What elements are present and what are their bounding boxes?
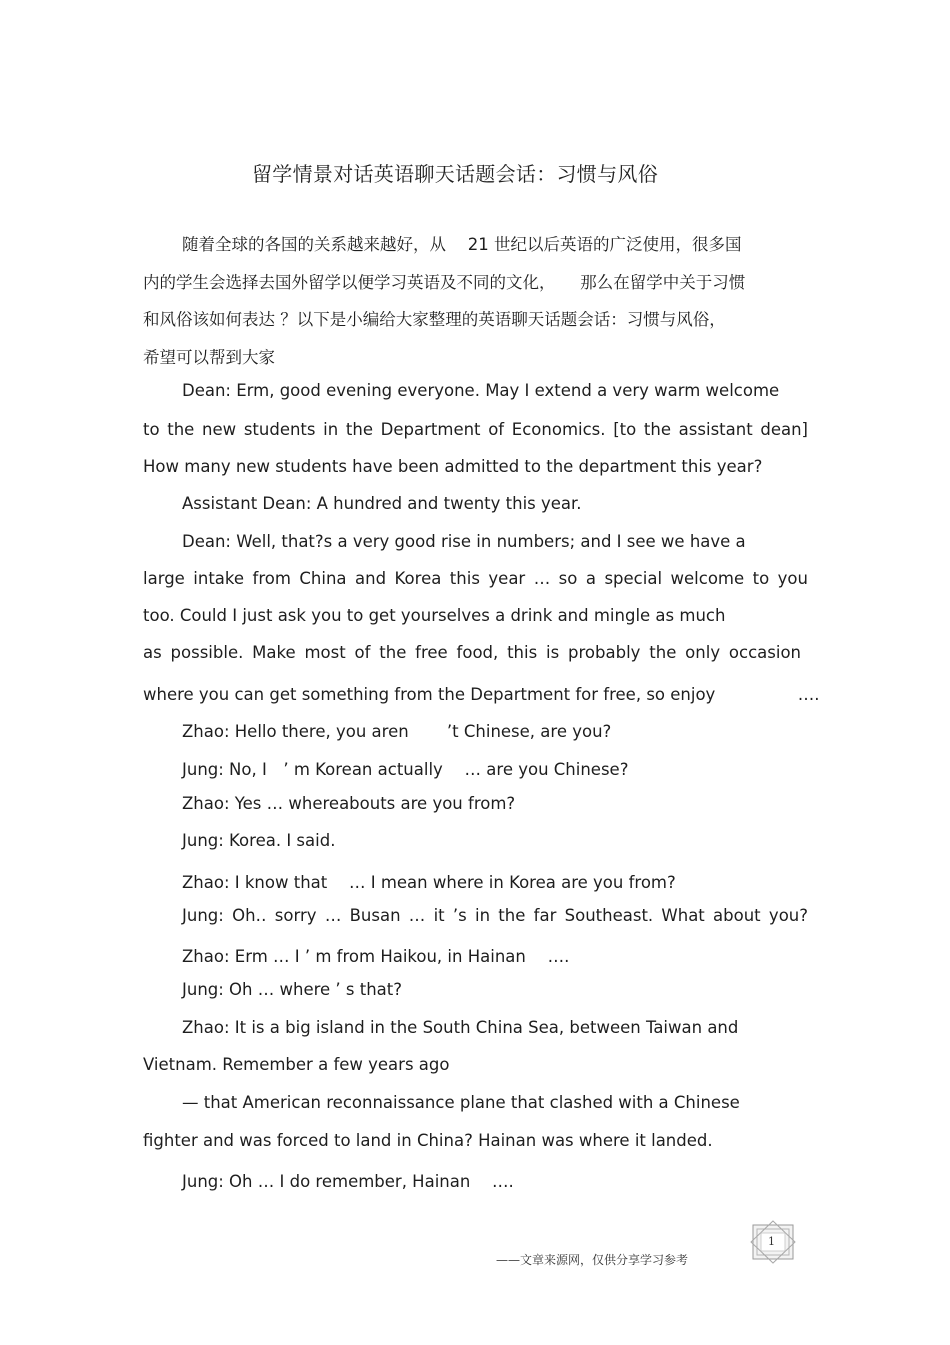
dialogue-line: How many new students have been admitted to the department this year?: [143, 457, 763, 476]
dialogue-line: large intake from China and Korea this year … so a special welcome to you: [143, 569, 808, 588]
paragraph-line: 和风俗该如何表达 ？以下是小编给大家整理的英语聊天话题会话：习惯与风俗，: [143, 310, 726, 329]
dialogue-line: Vietnam. Remember a few years ago: [143, 1055, 450, 1074]
dialogue-line: Zhao: Yes … whereabouts are you from?: [182, 794, 516, 813]
dialogue-line: where you can get something from the Department for free, so enjoy ….: [143, 685, 820, 704]
dialogue-line: Zhao: Erm … I ’ m from Haikou, in Hainan ….: [182, 947, 570, 966]
page-number: 1: [768, 1235, 775, 1248]
document-title: 留学情景对话英语聊天话题会话：习惯与风俗: [252, 162, 658, 186]
dialogue-line: Jung: Oh … I do remember, Hainan ….: [182, 1172, 514, 1191]
dialogue-line: fighter and was forced to land in China? Hainan was where it landed.: [143, 1131, 713, 1150]
dialogue-line: Zhao: I know that … I mean where in Korea are you from?: [182, 873, 676, 892]
paragraph-line: 希望可以帮到大家: [143, 348, 275, 367]
dialogue-line: Jung: Oh … where ’ s that?: [182, 980, 403, 999]
dialogue-line: — that American reconnaissance plane that clashed with a Chinese: [182, 1093, 740, 1112]
dialogue-line: as possible. Make most of the free food, this is probably the only occasion: [143, 643, 801, 662]
dialogue-line: Dean: Erm, good evening everyone. May I extend a very warm welcome: [182, 381, 780, 400]
dialogue-line: Zhao: It is a big island in the South China Sea, between Taiwan and: [182, 1018, 739, 1037]
dialogue-line: Zhao: Hello there, you aren ’t Chinese, are you?: [182, 722, 612, 741]
paragraph-line: 内的学生会选择去国外留学以便学习英语及不同的文化， 那么在留学中关于习惯: [143, 273, 746, 292]
dialogue-line: Jung: No, I ’ m Korean actually … are you Chinese?: [182, 760, 629, 779]
dialogue-line: to the new students in the Department of Economics. [to the assistant dean]: [143, 420, 808, 439]
dialogue-line: Assistant Dean: A hundred and twenty this year.: [182, 494, 582, 513]
paragraph-line: 随着全球的各国的关系越来越好，从 21 世纪以后英语的广泛使用，很多国: [182, 235, 742, 254]
dialogue-line: Jung: Korea. I said.: [182, 831, 336, 850]
dialogue-line: Dean: Well, that?s a very good rise in numbers; and I see we have a: [182, 532, 746, 551]
dialogue-line: too. Could I just ask you to get yourselves a drink and mingle as much: [143, 606, 726, 625]
dialogue-line: Jung: Oh‥ sorry … Busan … it ’s in the far Southeast. What about you?: [182, 906, 808, 925]
footer-note: ——文章来源网，仅供分享学习参考: [496, 1253, 689, 1267]
